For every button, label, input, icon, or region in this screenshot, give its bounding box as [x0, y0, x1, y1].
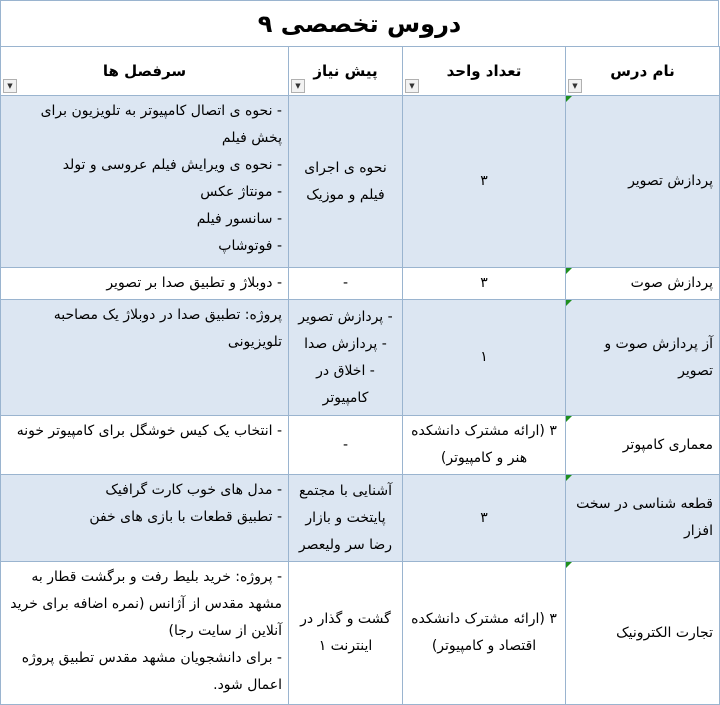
- filter-dropdown-icon[interactable]: ▼: [568, 79, 582, 93]
- units-cell[interactable]: [403, 96, 566, 268]
- cell-text-line: قطعه شناسی در سخت: [576, 496, 713, 512]
- cell-text-line: افزار: [684, 523, 713, 539]
- cell-text-line: -: [342, 275, 349, 291]
- header-units[interactable]: تعداد واحد ▼: [403, 47, 566, 96]
- prereq-cell[interactable]: [289, 268, 403, 300]
- cell-text-line: معماری کامپوتر: [622, 436, 713, 453]
- filter-dropdown-icon[interactable]: ▼: [291, 79, 305, 93]
- cell-text-line: - فوتوشاپ: [218, 238, 282, 254]
- cell-text-line: هنر و کامپیوتر): [440, 450, 528, 466]
- filter-dropdown-icon[interactable]: ▼: [405, 79, 419, 93]
- cell-text-line: - مونتاژ عکس: [200, 184, 282, 200]
- cell-text-line: اینترنت ۱: [318, 638, 373, 654]
- units-cell[interactable]: [403, 562, 566, 705]
- cell-text-line: - نحوه ی اتصال کامپیوتر به تلویزیون برای: [40, 103, 282, 119]
- prereq-cell[interactable]: [289, 416, 403, 475]
- units-cell[interactable]: [403, 300, 566, 416]
- cell-text-line: رضا سر ولیعصر: [298, 536, 393, 553]
- table-row: [1, 300, 720, 416]
- cell-text-line: مشهد مقدس از آژانس (نمره اضافه برای خرید: [10, 596, 282, 612]
- cell-text-line: تجارت الکترونیک: [616, 624, 713, 641]
- cell-text-line: - پردازش صدا: [304, 335, 387, 352]
- units-cell[interactable]: [403, 268, 566, 300]
- cell-text-line: آشنایی با مجتمع: [298, 482, 393, 499]
- cell-text-line: - تطبیق قطعات با بازی های خفن: [89, 509, 282, 525]
- cell-text-line: ۳: [480, 173, 488, 189]
- course-name-cell[interactable]: [566, 475, 720, 562]
- header-row: [1, 47, 720, 96]
- topics-cell[interactable]: [1, 562, 289, 705]
- cell-text-line: ۳ (ارائه مشترک دانشکده: [411, 423, 557, 439]
- cell-text-line: اقتصاد و کامپیوتر): [431, 638, 537, 654]
- units-cell[interactable]: [403, 475, 566, 562]
- cell-text-line: ۳: [480, 275, 488, 291]
- courses-table: [0, 46, 720, 705]
- filter-dropdown-icon[interactable]: ▼: [3, 79, 17, 93]
- course-name-cell[interactable]: [566, 268, 720, 300]
- cell-text-line: -: [342, 436, 349, 453]
- topics-cell[interactable]: [1, 475, 289, 562]
- course-name-cell[interactable]: [566, 562, 720, 705]
- header-name[interactable]: نام درس ▼: [566, 47, 720, 96]
- cell-text-line: پردازش صوت: [630, 275, 713, 291]
- topics-cell[interactable]: [1, 268, 289, 300]
- cell-text-line: نحوه ی اجرای: [304, 159, 387, 176]
- cell-text-line: - سانسور فیلم: [196, 211, 282, 227]
- cell-text-line: ۳: [480, 509, 488, 526]
- course-name-cell[interactable]: [566, 416, 720, 475]
- cell-text-line: اعمال شود.: [213, 677, 282, 693]
- table-row: [1, 562, 720, 705]
- cell-text-line: پروژه: تطبیق صدا در دوبلاژ یک مصاحبه: [53, 307, 282, 323]
- cell-text-line: آنلاین از سایت رجا): [168, 623, 282, 639]
- cell-text-line: فیلم و موزیک: [306, 186, 385, 203]
- topics-cell[interactable]: [1, 96, 289, 268]
- table-row: [1, 268, 720, 300]
- cell-text-line: - دوبلاژ و تطبیق صدا بر تصویر: [106, 275, 282, 291]
- prereq-cell[interactable]: [289, 300, 403, 416]
- cell-text-line: آز پردازش صوت و تصویر: [604, 335, 713, 379]
- prereq-cell[interactable]: [289, 96, 403, 268]
- cell-text-line: - پردازش تصویر: [298, 308, 393, 325]
- table-row: [1, 475, 720, 562]
- cell-text-line: پردازش تصویر: [628, 173, 713, 189]
- topics-cell[interactable]: [1, 300, 289, 416]
- course-name-cell[interactable]: [566, 300, 720, 416]
- cell-text-line: تلویزیونی: [227, 334, 282, 350]
- cell-text-line: - برای دانشجویان مشهد مقدس تطبیق پروژه: [21, 650, 282, 666]
- cell-text-line: - مدل های خوب کارت گرافیک: [105, 482, 282, 498]
- header-topics[interactable]: سرفصل ها ▼: [1, 47, 289, 96]
- cell-text-line: پایتخت و بازار: [305, 509, 386, 526]
- table-row: [1, 416, 720, 475]
- units-cell[interactable]: [403, 416, 566, 475]
- course-name-cell[interactable]: [566, 96, 720, 268]
- cell-text-line: کامپیوتر: [322, 389, 369, 406]
- prereq-cell[interactable]: [289, 562, 403, 705]
- table-row: [1, 96, 720, 268]
- prereq-cell[interactable]: [289, 475, 403, 562]
- cell-text-line: - انتخاب یک کیس خوشگل برای کامپیوتر خونه: [16, 423, 282, 439]
- topics-cell[interactable]: [1, 416, 289, 475]
- cell-text-line: گشت و گذار در: [300, 611, 391, 627]
- cell-text-line: پخش فیلم: [221, 130, 282, 146]
- cell-text-line: - اخلاق در: [316, 362, 375, 379]
- cell-text-line: - پروژه: خرید بلیط رفت و برگشت قطار به: [31, 569, 282, 585]
- cell-text-line: ۳ (ارائه مشترک دانشکده: [411, 611, 557, 627]
- header-prereq[interactable]: پیش نیاز ▼: [289, 47, 403, 96]
- page-title: دروس تخصصی ۹: [0, 0, 719, 46]
- cell-text-line: - نحوه ی ویرایش فیلم عروسی و تولد: [62, 157, 282, 173]
- cell-text-line: ۱: [480, 349, 488, 365]
